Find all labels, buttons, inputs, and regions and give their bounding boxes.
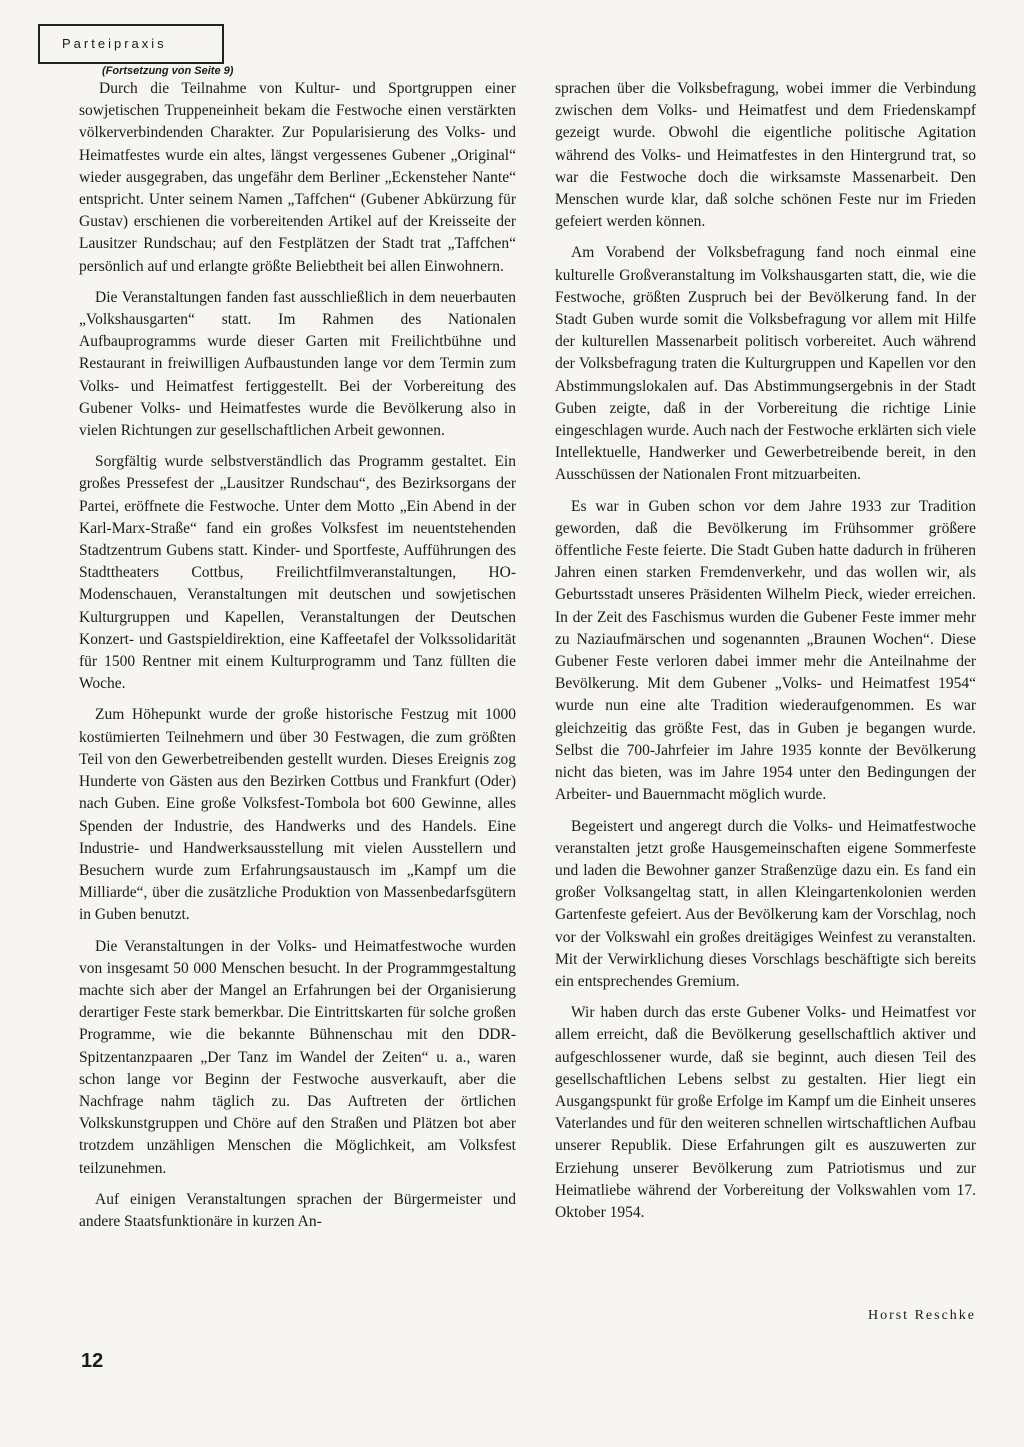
paragraph: Am Vorabend der Volksbefragung fand noch einmal eine kulturelle Großveranstaltung im Volkshausgarten statt, die, wie die Festwoche, größten Zuspruch bei der Bevölkerung fand. In der Stadt Guben wurde somit die Volksbefragung vor allem mit Hilfe der kulturellen Massenarbeit politisch vorbereitet. Auch während der Volksbefragung traten die Kulturgruppen und Kapellen vor den Abstimmungslokalen auf. Das Abstimmungsergebnis in der Stadt Guben zeigte, daß in der Vorbereitung die richtige Linie eingeschlagen wurde. Auch nach der Festwoche erklärten sich viele Intellektuelle, Handwerker und Gewerbetreibende bereit, in den Ausschüssen der Nationalen Front mitzuarbeiten. xyxy=(555,244,976,484)
paragraph: Es war in Guben schon vor dem Jahre 1933 zur Tradition geworden, daß die Bevölkerung im Frühsommer größere öffentliche Feste feierte. Die Stadt Guben hatte dadurch in früheren Jahren einen starken Fremdenverkehr, und das wollen wir, als Geburtsstadt unseres Präsidenten Wilhelm Pieck, wieder erreichen. In der Zeit des Faschismus wurden die Gubener Feste immer mehr zu Naziaufmärschen und sogenannten „Braunen Wochen“. Diese Gubener Feste verloren dabei immer mehr die Anteilnahme der Bevölkerung. Mit dem Gubener „Volks- und Heimatfest 1954“ wurde nun eine alte Tradition wiederaufgenommen. Es war gleichzeitig das größte Fest, das in Guben je begangen wurde. Selbst die 700-Jahrfeier im Jahre 1935 konnte der Bevölkerung nicht das bieten, was im Jahre 1954 unter den Bedingungen der Arbeiter- und Bauernmacht möglich wurde. xyxy=(555,497,976,804)
paragraph: Zum Höhepunkt wurde der große historische Festzug mit 1000 kostümierten Teilnehmern und über 30 Festwagen, die zum größten Teil von den Gewerbetreibenden gestellt wurden. Dieses Ereignis zog Hunderte von Gästen aus den Bezirken Cottbus und Frankfurt (Oder) nach Guben. Eine große Volksfest-Tombola bot 600 Gewinne, alles Spenden der Industrie, des Handwerks und des Handels. Eine Industrie- und Handwerksausstellung mit vielen Ausstellern und Besuchern wurde zum Erfahrungsaustausch im „Kampf um die Milliarde“, über die zusätzliche Produktion von Massenbedarfsgütern in Guben benutzt. xyxy=(79,706,516,924)
paragraph: Wir haben durch das erste Gubener Volks- und Heimatfest vor allem erreicht, daß die Bevölkerung gesellschaftlich aktiver und aufgeschlossener wurde, daß sie beginnt, auch diesen Teil des gesellschaftlichen Lebens selbst zu gestalten. Hier liegt ein Ausgangspunkt für große Erfolge im Kampf um die Einheit unseres Vaterlandes und für den weiteren schnellen wirtschaftlichen Aufbau unserer Republik. Diese Erfahrungen gilt es auszuwerten zur Erziehung unserer Bevölkerung zum Patriotismus und zur Heimatliebe während der Vorbereitung der Volkswahlen vom 17. Oktober 1954. xyxy=(555,1004,976,1221)
paragraph: Die Veranstaltungen fanden fast ausschließlich in dem neuerbauten „Volkshausgarten“ statt. Im Rahmen des Nationalen Aufbauprogramms wurde dieser Garten mit Freilichtbühne und Restaurant in freiwilligen Aufbaustunden lange vor dem Termin zum Volks- und Heimatfest fertiggestellt. Bei der Vorbereitung des Gubener Volks- und Heimatfestes wurde die Bevölkerung also in vielen Richtungen zur gesellschaftlichen Arbeit gewonnen. xyxy=(79,288,516,440)
section-rubric-box: Parteipraxis xyxy=(38,24,224,64)
paragraph: Die Veranstaltungen in der Volks- und Heimatfestwoche wurden von insgesamt 50 000 Menschen besucht. In der Programmgestaltung machte sich aber der Mangel an Erfahrungen bei der Organisierung derartiger Feste stark bemerkbar. Die Eintrittskarten für solche großen Programme, wie die bekannte Bühnenschau mit den DDR-Spitzentanzpaaren „Der Tanz im Wandel der Zeiten“ u. a., waren schon lange vor Beginn der Festwoche ausverkauft, aber die Nachfrage nahm täglich zu. Das Auftreten der örtlichen Volkskunstgruppen und Chöre auf den Straßen und Plätzen bot aber trotzdem unzähligen Menschen die Möglichkeit, am Volksfest teilzunehmen. xyxy=(79,937,516,1177)
right-column xyxy=(555,78,976,1233)
page-number: 12 xyxy=(81,1350,104,1372)
continuation-note: (Fortsetzung von Seite 9) xyxy=(102,65,234,77)
paragraph: sprachen über die Volksbefragung, wobei immer die Verbindung zwischen dem Volks- und Heimatfest und dem Friedenskampf gezeigt wurde. Obwohl die eigentliche politische Agitation während des Volks- und Heimatfestes in den Hintergrund trat, so war die Festwoche doch die wirksamste Massenarbeit. Den Menschen wurde klar, daß solche schönen Feste nur im Frieden gefeiert werden können. xyxy=(555,80,976,231)
author-signature: Horst Reschke xyxy=(867,1308,976,1323)
left-column xyxy=(79,78,516,1242)
paragraph: Durch die Teilnahme von Kultur- und Sportgruppen einer sowjetischen Truppeneinheit bekam die Festwoche einen verstärkten völkerverbindenden Charakter. Zur Popularisierung des Volks- und Heimatfestes wurde ein altes, längst vergessenes Gubener „Original“ wieder ausgegraben, das ungefähr dem Berliner „Eckensteher Nante“ entspricht. Unter seinem Namen „Taffchen“ (Gubener Abkürzung für Gustav) erschienen die vorbereitenden Artikel auf der Kreisseite der Lausitzer Rundschau; auf den Festplätzen der Stadt trat „Taffchen“ persönlich auf und erlangte größte Beliebtheit bei allen Einwohnern. xyxy=(79,80,516,275)
paragraph: Auf einigen Veranstaltungen sprachen der Bürgermeister und andere Staatsfunktionäre in kurzen An- xyxy=(79,1190,516,1230)
paragraph: Begeistert und angeregt durch die Volks- und Heimatfestwoche veranstalten jetzt große Hausgemeinschaften eigene Sommerfeste und laden die Bewohner ganzer Straßenzüge dazu ein. Es fand ein großer Volksangeltag statt, in allen Kleingartenkolonien werden Gartenfeste gefeiert. Aus der Bevölkerung kam der Vorschlag, noch vor der Volkswahl ein großes dreitägiges Weinfest zu veranstalten. Mit der Verwirklichung dieses Vorschlags beschäftigte sich bereits ein entsprechendes Gremium. xyxy=(555,817,976,990)
paragraph: Sorgfältig wurde selbstverständlich das Programm gestaltet. Ein großes Pressefest der „Lausitzer Rundschau“, des Bezirksorgans der Partei, eröffnete die Festwoche. Unter dem Motto „Ein Abend in der Karl-Marx-Straße“ fand ein großes Volksfest im neuentstehenden Stadtzentrum Gubens statt. Kinder- und Sportfeste, Aufführungen des Stadttheaters Cottbus, Freilichtfilmveranstaltungen, HO-Modenschauen, Veranstaltungen mit deutschen und sowjetischen Kulturgruppen und Kapellen, Veranstaltungen der Deutschen Konzert- und Gastspieldirektion, eine Kaffeetafel der Volkssolidarität für 1500 Rentner mit einem Kulturprogramm und Tanz füllten die Woche. xyxy=(79,453,516,693)
